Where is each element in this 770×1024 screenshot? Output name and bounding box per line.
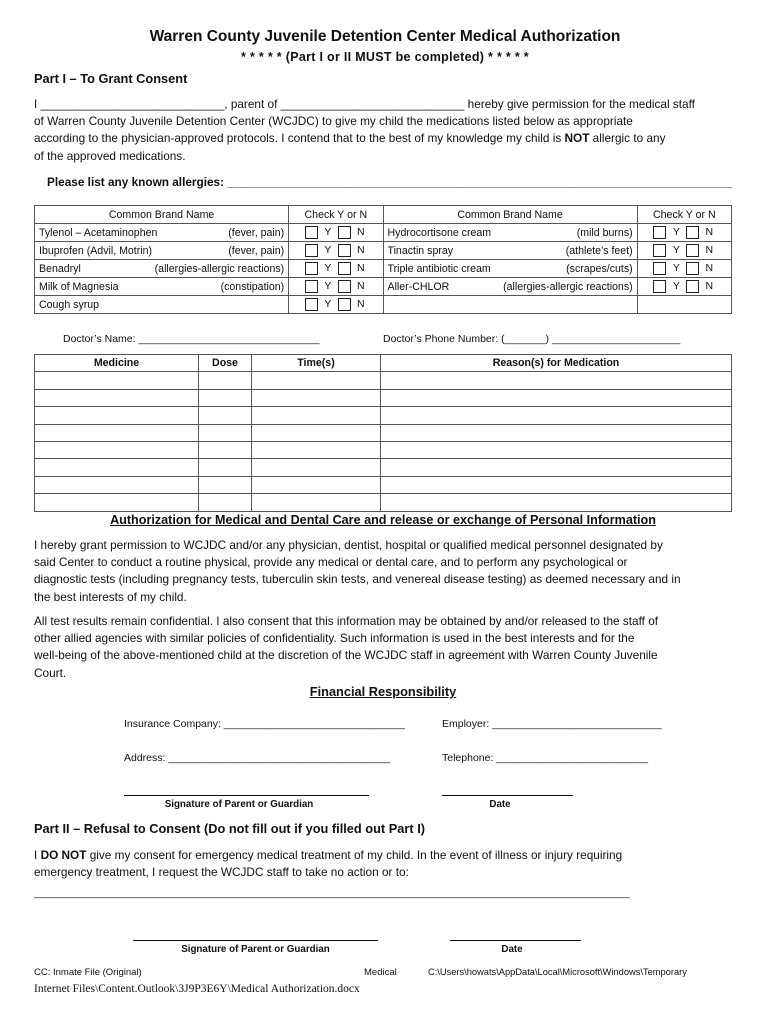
authorization-paragraph-1: I hereby grant permission to WCJDC and/or any physician, dentist, hospital or qualified medical personnel designated by said Center to conduct a routine physical, provide any medical or dental care, and to perform any psychological or diagnostic tests (including pregnancy tests, tuberculin skin tests, and venereal disease testing) as deemed necessary and in the best interests of my child. — [34, 538, 681, 604]
medication-name-left — [35, 278, 289, 296]
check-header-right: Check Y or N — [637, 206, 731, 224]
no-checkbox[interactable] — [686, 262, 699, 275]
no-label: N — [705, 226, 714, 239]
yes-label: Y — [672, 262, 680, 275]
do-not-emphasis: DO NOT — [40, 848, 87, 862]
no-label: N — [357, 280, 365, 293]
schedule-row — [35, 459, 732, 476]
times-header: Time(s) — [252, 355, 381, 372]
medication-name-left — [35, 260, 289, 278]
no-label: N — [357, 262, 365, 275]
yes-no-check-right — [637, 260, 731, 278]
yes-checkbox[interactable] — [305, 280, 318, 293]
financial-signature-label: Signature of Parent or Guardian — [164, 799, 314, 810]
dose-cell[interactable] — [199, 372, 252, 389]
yes-checkbox[interactable] — [653, 226, 666, 239]
drug-use: (athlete’s feet) — [565, 244, 633, 257]
employer-field[interactable]: Employer: _____________________________ — [442, 718, 662, 730]
financial-signature-line[interactable] — [124, 783, 369, 796]
drug-name: Ibuprofen (Advil, Motrin) — [39, 244, 153, 257]
part2-line2: emergency treatment, I request the WCJDC staff to take no action or to: — [34, 865, 409, 880]
medication-row — [35, 278, 732, 296]
footer-medical: Medical — [364, 967, 397, 978]
yes-checkbox[interactable] — [653, 262, 666, 275]
reason-cell[interactable] — [381, 459, 732, 476]
dose-cell[interactable] — [199, 476, 252, 493]
yes-no-check-left — [289, 242, 383, 260]
yes-checkbox[interactable] — [305, 244, 318, 257]
medication-name-right — [383, 278, 637, 296]
medication-name-right — [383, 242, 637, 260]
yes-no-check-left — [289, 260, 383, 278]
no-checkbox[interactable] — [338, 226, 351, 239]
financial-heading: Financial Responsibility — [309, 684, 457, 699]
form-subtitle: * * * * * (Part I or II MUST be completed) * * * * * — [241, 50, 529, 64]
times-cell[interactable] — [252, 407, 381, 424]
dose-cell[interactable] — [199, 494, 252, 511]
times-cell[interactable] — [252, 476, 381, 493]
no-checkbox[interactable] — [338, 280, 351, 293]
yes-label: Y — [672, 244, 680, 257]
drug-name: Tylenol – Acetaminophen — [39, 226, 158, 239]
medication-name-left — [35, 242, 289, 260]
brand-header-right: Common Brand Name — [383, 206, 637, 224]
dose-cell[interactable] — [199, 424, 252, 441]
insurance-company-field[interactable]: Insurance Company: _______________________________ — [124, 718, 405, 730]
no-label: N — [357, 226, 365, 239]
yes-no-check-left — [289, 278, 383, 296]
reason-cell[interactable] — [381, 424, 732, 441]
medicine-cell[interactable] — [35, 476, 199, 493]
yes-no-check-right — [637, 224, 731, 242]
yes-checkbox[interactable] — [305, 298, 318, 311]
dose-header: Dose — [199, 355, 252, 372]
no-label: N — [705, 280, 714, 293]
part1-line4: of the approved medications. — [34, 148, 186, 163]
drug-name: Hydrocortisone cream — [387, 226, 492, 239]
check-header-left: Check Y or N — [289, 206, 383, 224]
part1-line3: according to the physician-approved protocols. I contend that to the best of my knowledge my child is NOT allergic to any — [34, 131, 666, 146]
dose-cell[interactable] — [199, 459, 252, 476]
not-emphasis: NOT — [564, 131, 590, 146]
drug-name: Milk of Magnesia — [39, 280, 119, 293]
part2-date-label: Date — [501, 944, 523, 955]
no-label: N — [357, 298, 365, 311]
medication-row — [35, 224, 732, 242]
reason-cell[interactable] — [381, 441, 732, 458]
schedule-row — [35, 476, 732, 493]
doctor-phone-field[interactable]: Doctor’s Phone Number: (_______) ______________________ — [383, 333, 681, 345]
dose-cell[interactable] — [199, 389, 252, 406]
medication-row — [35, 242, 732, 260]
no-checkbox[interactable] — [338, 262, 351, 275]
reason-cell[interactable] — [381, 389, 732, 406]
yes-label: Y — [672, 280, 680, 293]
medication-row — [35, 296, 732, 314]
footer-cc: CC: Inmate File (Original) — [34, 967, 142, 978]
schedule-row — [35, 389, 732, 406]
times-cell[interactable] — [252, 459, 381, 476]
yes-label: Y — [672, 226, 680, 239]
part1-consent-paragraph — [34, 96, 734, 165]
reason-cell[interactable] — [381, 476, 732, 493]
yes-no-check-right — [637, 278, 731, 296]
schedule-row — [35, 494, 732, 511]
schedule-row — [35, 441, 732, 458]
authorization-paragraph-2: All test results remain confidential. I also consent that this information may be obtained by and/or released to the staff of other allied agencies with similar policies of confidentiality. Such information is used in the best interests and for the well-being of the above-mentioned child at the discretion of the WCJDC staff in agreement with Warren County Juvenile Court. — [34, 614, 659, 680]
footer-path-line1: C:\Users\howats\AppData\Local\Microsoft\Windows\Temporary — [428, 967, 687, 977]
medicine-cell[interactable] — [35, 424, 199, 441]
drug-name: Tinactin spray — [387, 244, 454, 257]
yes-checkbox[interactable] — [305, 262, 318, 275]
yes-no-check-right — [637, 242, 731, 260]
yes-checkbox[interactable] — [653, 244, 666, 257]
schedule-row — [35, 407, 732, 424]
part2-refusal-paragraph — [34, 847, 734, 881]
times-cell[interactable] — [252, 424, 381, 441]
medicine-cell[interactable] — [35, 407, 199, 424]
no-checkbox[interactable] — [686, 280, 699, 293]
medicine-header: Medicine — [35, 355, 199, 372]
schedule-row — [35, 424, 732, 441]
medication-name-left — [35, 296, 289, 314]
times-cell[interactable] — [252, 389, 381, 406]
footer-path-line2: Internet Files\Content.Outlook\3J9P3E6Y\Medical Authorization.docx — [34, 983, 360, 995]
part2-instructions-field[interactable]: ______________________________________________________________________________________________________ — [34, 887, 630, 899]
yes-no-check-left — [289, 224, 383, 242]
authorization-heading: Authorization for Medical and Dental Care and release or exchange of Personal Information — [110, 513, 656, 527]
part1-line2: of Warren County Juvenile Detention Center (WCJDC) to give my child the medications listed below as appropriate — [34, 114, 633, 129]
medication-name-right — [383, 296, 637, 314]
part1-line1: I ____________________________, parent of ____________________________ hereby give permission for the medical staff — [34, 97, 695, 111]
part2-signature-line[interactable] — [133, 928, 378, 941]
financial-date-line[interactable] — [442, 783, 573, 796]
medication-name-right — [383, 260, 637, 278]
medication-checklist-table — [34, 205, 732, 314]
yes-label: Y — [324, 298, 332, 311]
drug-use: (allergies-allergic reactions) — [154, 262, 285, 275]
yes-checkbox[interactable] — [305, 226, 318, 239]
medication-name-right — [383, 224, 637, 242]
drug-use: (allergies-allergic reactions) — [503, 280, 633, 293]
dose-cell[interactable] — [199, 441, 252, 458]
medicine-cell[interactable] — [35, 389, 199, 406]
schedule-row — [35, 372, 732, 389]
medicine-cell[interactable] — [35, 494, 199, 511]
part2-heading: Part II – Refusal to Consent (Do not fill out if you filled out Part I) — [34, 821, 426, 836]
medicine-cell[interactable] — [35, 372, 199, 389]
drug-name: Cough syrup — [39, 298, 100, 311]
allergies-field[interactable]: Please list any known allergies: _____________________________________________________________________________ — [47, 175, 733, 189]
drug-use: (fever, pain) — [228, 226, 285, 239]
yes-label: Y — [324, 226, 332, 239]
brand-header-left: Common Brand Name — [35, 206, 289, 224]
no-checkbox[interactable] — [338, 244, 351, 257]
yes-no-check-left — [289, 296, 383, 314]
medication-row — [35, 260, 732, 278]
reasons-header: Reason(s) for Medication — [381, 355, 732, 372]
yes-label: Y — [324, 244, 332, 257]
drug-use: (scrapes/cuts) — [566, 262, 633, 275]
address-field[interactable]: Address: ______________________________________ — [124, 752, 391, 764]
drug-use: (fever, pain) — [228, 244, 285, 257]
drug-name: Benadryl — [39, 262, 81, 275]
part2-date-line[interactable] — [450, 928, 581, 941]
drug-name: Aller-CHLOR — [387, 280, 450, 293]
medicine-cell[interactable] — [35, 441, 199, 458]
reason-cell[interactable] — [381, 407, 732, 424]
times-cell[interactable] — [252, 494, 381, 511]
part2-line1: I DO NOT give my consent for emergency medical treatment of my child. In the event of illness or injury requiring — [34, 848, 623, 862]
part1-heading: Part I – To Grant Consent — [34, 71, 188, 86]
yes-label: Y — [324, 280, 332, 293]
no-checkbox[interactable] — [338, 298, 351, 311]
times-cell[interactable] — [252, 441, 381, 458]
reason-cell[interactable] — [381, 494, 732, 511]
medication-name-left — [35, 224, 289, 242]
drug-name: Triple antibiotic cream — [387, 262, 491, 275]
medication-schedule-table — [34, 354, 732, 512]
form-title: Warren County Juvenile Detention Center Medical Authorization — [149, 28, 621, 45]
no-label: N — [705, 262, 714, 275]
yes-no-check-right — [637, 296, 731, 314]
financial-date-label: Date — [489, 799, 511, 810]
telephone-field[interactable]: Telephone: __________________________ — [442, 752, 649, 764]
times-cell[interactable] — [252, 372, 381, 389]
no-label: N — [705, 244, 714, 257]
no-checkbox[interactable] — [686, 244, 699, 257]
drug-use: (mild burns) — [576, 226, 633, 239]
medicine-cell[interactable] — [35, 459, 199, 476]
reason-cell[interactable] — [381, 372, 732, 389]
part2-signature-label: Signature of Parent or Guardian — [181, 944, 330, 955]
yes-label: Y — [324, 262, 332, 275]
drug-use: (constipation) — [220, 280, 285, 293]
doctor-name-field[interactable]: Doctor’s Name: _______________________________ — [63, 333, 320, 345]
yes-checkbox[interactable] — [653, 280, 666, 293]
no-label: N — [357, 244, 365, 257]
no-checkbox[interactable] — [686, 226, 699, 239]
dose-cell[interactable] — [199, 407, 252, 424]
